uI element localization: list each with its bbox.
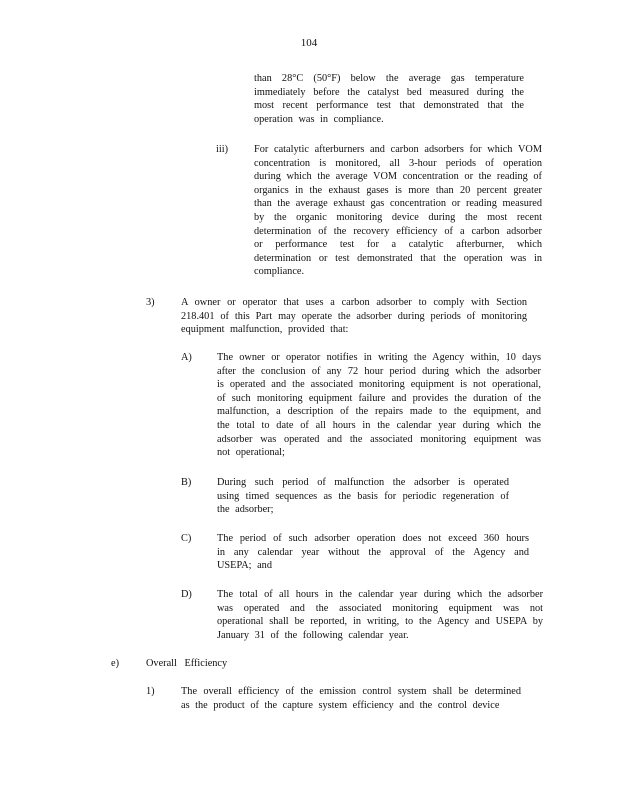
sub-item-c-label: C) bbox=[181, 533, 192, 544]
sub-item-a-label: A) bbox=[181, 352, 192, 363]
item-iii-text: For catalytic afterburners and carbon adsorbers for which VOM concentration is monitored, all 3-hour periods of operation during which the average VOM concentration or the reading of organics in the exhaust gases is more than 20 percent greater than the average exhaust gas concentration or reading measured by the organic monitoring device during the most recent determination of the recovery efficiency of a carbon adsorber or performance test for a catalytic afterburner, which determination or test demonstrated that the operation was in compliance. bbox=[254, 144, 542, 278]
item-3-paragraph bbox=[181, 296, 527, 337]
item-iii-paragraph bbox=[254, 143, 542, 279]
item-iii-label: iii) bbox=[216, 144, 229, 155]
continuation-text: than 28°C (50°F) below the average gas temperature immediately before the catalyst bed measured during the most recent performance test that demonstrated that the operation was in compliance. bbox=[254, 73, 524, 125]
sub-item-a-text: The owner or operator notifies in writing the Agency within, 10 days after the conclusion of any 72 hour period during which the adsorber is operated and the associated monitoring equipment is not operational, of such monitoring equipment failure and provides the duration of the malfunction, a description of the repairs made to the equipment, and the total to date of all hours in the calendar year during which the adsorber was operated and the associated monitoring equipment was not operational; bbox=[217, 352, 541, 459]
sub-item-b-text: During such period of malfunction the adsorber is operated using timed sequences as the basis for periodic regeneration of the adsorber; bbox=[217, 477, 509, 516]
section-e-label: e) bbox=[111, 658, 119, 669]
section-e-heading: Overall Efficiency bbox=[146, 658, 228, 669]
sub-item-b-paragraph bbox=[217, 476, 509, 517]
continuation-paragraph bbox=[254, 72, 524, 126]
item-e1-text: The overall efficiency of the emission control system shall be determined as the product of the capture system efficiency and the control device bbox=[181, 686, 521, 711]
sub-item-d-text: The total of all hours in the calendar year during which the adsorber was operated and the associated monitoring equipment was not operational shall be reported, in writing, to the Agency and USEPA by January 31 of the following calendar year. bbox=[217, 589, 543, 641]
sub-item-b-label: B) bbox=[181, 477, 192, 488]
sub-item-d-label: D) bbox=[181, 589, 192, 600]
item-3-label: 3) bbox=[146, 297, 155, 308]
sub-item-a-paragraph bbox=[217, 351, 541, 460]
item-e1-label: 1) bbox=[146, 686, 155, 697]
sub-item-d-paragraph bbox=[217, 588, 543, 642]
page-number: 104 bbox=[300, 37, 318, 49]
sub-item-c-text: The period of such adsorber operation does not exceed 360 hours in any calendar year without the approval of the Agency and USEPA; and bbox=[217, 533, 529, 572]
item-3-text: A owner or operator that uses a carbon adsorber to comply with Section 218.401 of this Part may operate the adsorber during periods of monitoring equipment malfunction, provided that: bbox=[181, 297, 527, 336]
item-e1-paragraph bbox=[181, 685, 521, 712]
sub-item-c-paragraph bbox=[217, 532, 529, 573]
